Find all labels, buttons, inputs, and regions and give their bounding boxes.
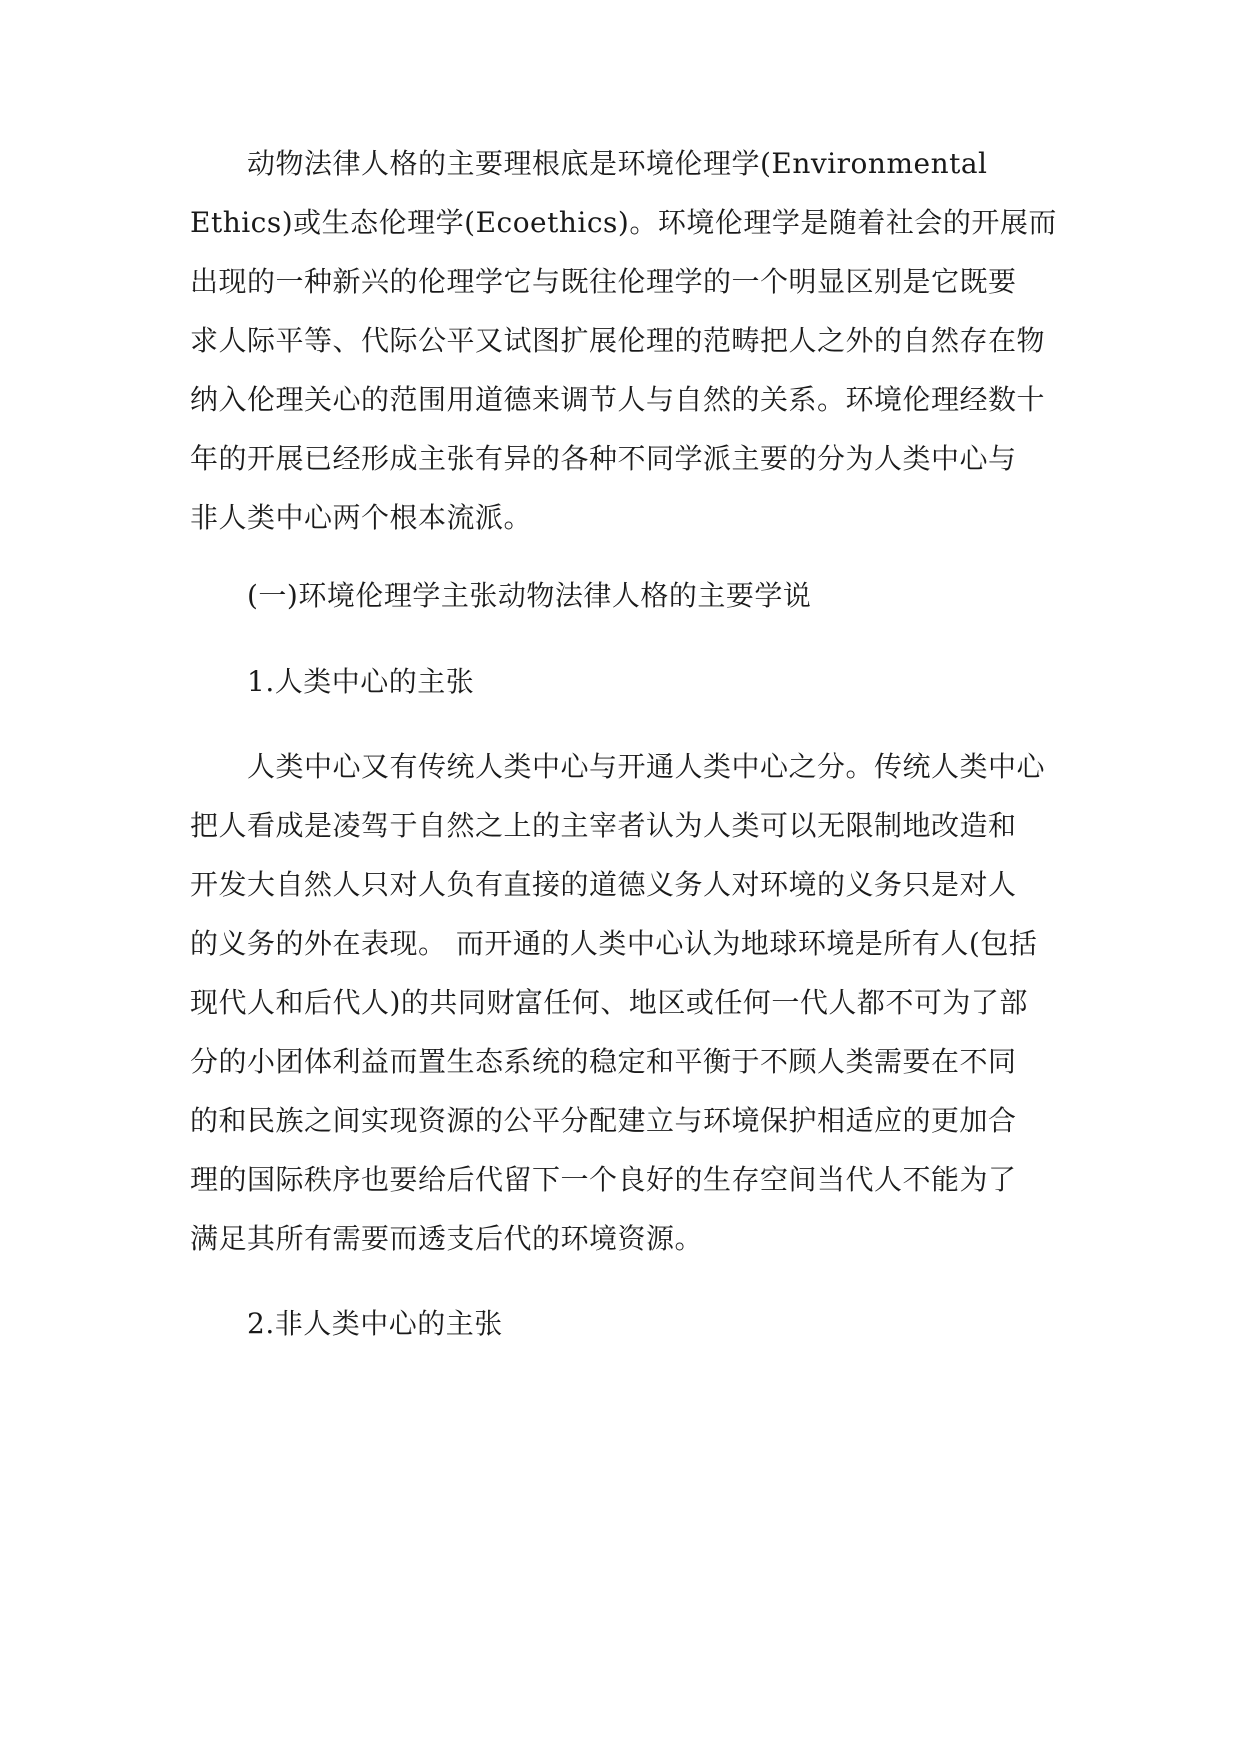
paragraph-line: 年的开展已经形成主张有异的各种不同学派主要的分为人类中心与	[190, 442, 1017, 475]
subheading-1: 1.人类中心的主张	[247, 665, 475, 698]
paragraph-line: 纳入伦理关心的范围用道德来调节人与自然的关系。环境伦理经数十	[190, 383, 1046, 416]
paragraph-line: 人类中心又有传统人类中心与开通人类中心之分。传统人类中心	[247, 750, 1046, 783]
paragraph-line: 把人看成是凌驾于自然之上的主宰者认为人类可以无限制地改造和	[190, 809, 1017, 842]
paragraph-line: 开发大自然人只对人负有直接的道德义务人对环境的义务只是对人	[190, 868, 1017, 901]
paragraph-line: 理的国际秩序也要给后代留下一个良好的生存空间当代人不能为了	[190, 1163, 1017, 1196]
paragraph-line: 的和民族之间实现资源的公平分配建立与环境保护相适应的更加合	[190, 1104, 1017, 1137]
paragraph-line: 出现的一种新兴的伦理学它与既往伦理学的一个明显区别是它既要	[190, 265, 1017, 298]
subheading-2: 2.非人类中心的主张	[247, 1307, 503, 1340]
paragraph-line: 现代人和后代人)的共同财富任何、地区或任何一代人都不可为了部	[190, 986, 1028, 1019]
paragraph-line: 满足其所有需要而透支后代的环境资源。	[190, 1222, 704, 1255]
section-heading: (一)环境伦理学主张动物法律人格的主要学说	[247, 579, 812, 612]
paragraph-line: Ethics)或生态伦理学(Ecoethics)。环境伦理学是随着社会的开展而	[190, 206, 1057, 239]
paragraph-line: 非人类中心两个根本流派。	[190, 501, 533, 534]
paragraph-line: 分的小团体利益而置生态系统的稳定和平衡于不顾人类需要在不同	[190, 1045, 1017, 1078]
paragraph-line: 求人际平等、代际公平又试图扩展伦理的范畴把人之外的自然存在物	[190, 324, 1046, 357]
paragraph-line: 的义务的外在表现。 而开通的人类中心认为地球环境是所有人(包括	[190, 927, 1038, 960]
paragraph-line: 动物法律人格的主要理根底是环境伦理学(Environmental	[247, 147, 988, 180]
